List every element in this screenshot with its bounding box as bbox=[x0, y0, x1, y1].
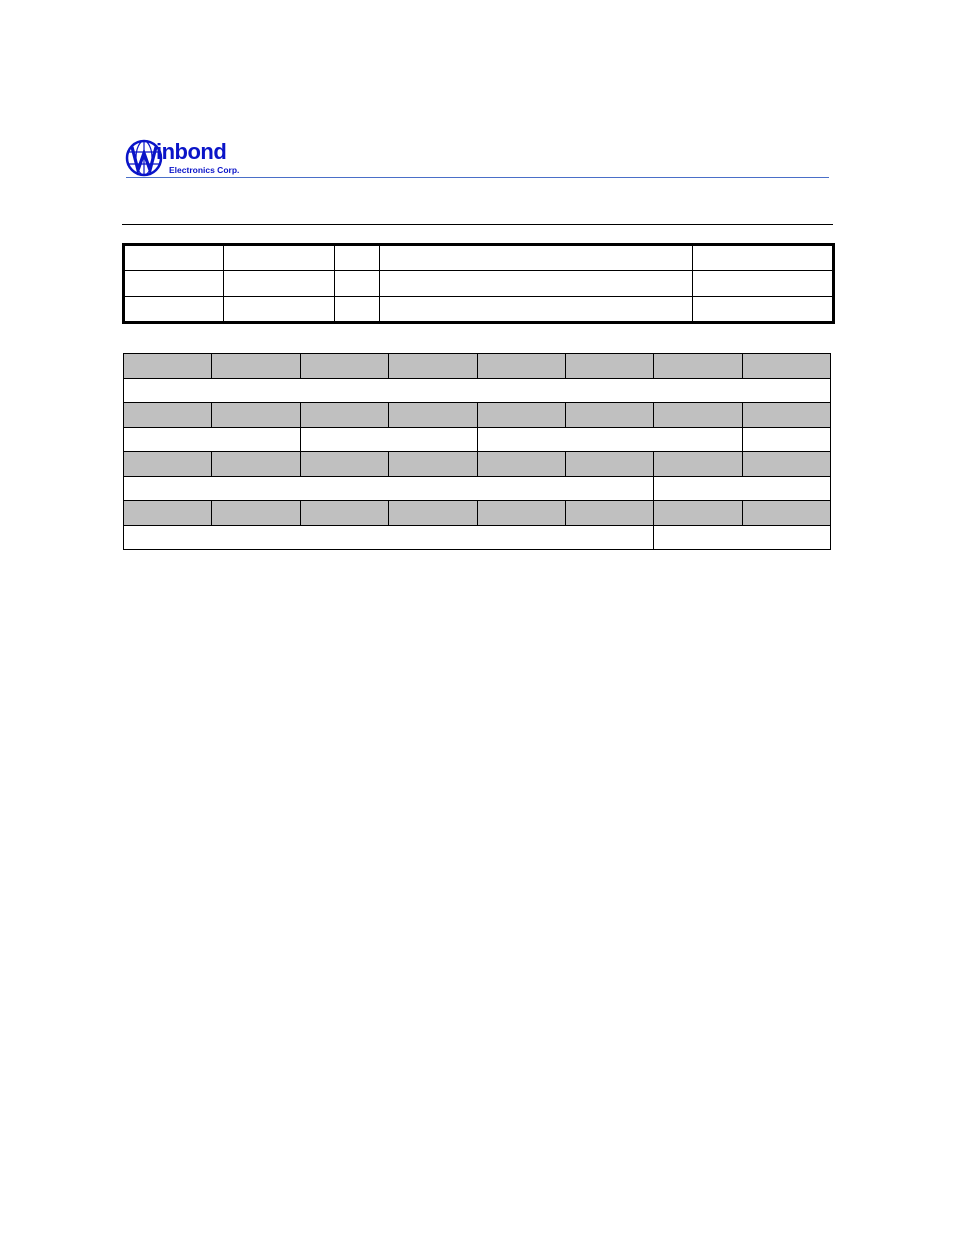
field-row bbox=[124, 525, 831, 550]
table-cell bbox=[335, 296, 380, 322]
bit-cell bbox=[565, 501, 653, 526]
table-cell bbox=[335, 245, 380, 271]
field-cell bbox=[124, 476, 654, 501]
field-cell bbox=[124, 378, 831, 403]
bit-cell bbox=[742, 403, 830, 428]
field-row bbox=[124, 378, 831, 403]
bit-cell bbox=[389, 403, 477, 428]
bit-cell bbox=[742, 354, 830, 379]
table-cell bbox=[124, 296, 224, 322]
field-row bbox=[124, 427, 831, 452]
bit-cell bbox=[212, 354, 300, 379]
bit-cell bbox=[124, 501, 212, 526]
bit-cell bbox=[654, 452, 742, 477]
field-cell bbox=[477, 427, 742, 452]
bit-header-row bbox=[124, 354, 831, 379]
field-cell bbox=[742, 427, 830, 452]
bit-header-row bbox=[124, 501, 831, 526]
bit-cell bbox=[212, 452, 300, 477]
register-bit-table bbox=[123, 353, 831, 550]
table-cell bbox=[380, 271, 693, 296]
bit-cell bbox=[477, 452, 565, 477]
bit-cell bbox=[389, 452, 477, 477]
bit-cell bbox=[565, 354, 653, 379]
register-info-table bbox=[122, 243, 835, 324]
bit-cell bbox=[654, 403, 742, 428]
table-cell bbox=[124, 271, 224, 296]
bit-cell bbox=[300, 501, 388, 526]
field-row bbox=[124, 476, 831, 501]
table-cell bbox=[693, 245, 834, 271]
section-rule bbox=[122, 224, 833, 225]
table-cell bbox=[224, 245, 335, 271]
bit-cell bbox=[212, 403, 300, 428]
bit-header-row bbox=[124, 403, 831, 428]
bit-header-row bbox=[124, 452, 831, 477]
table-row bbox=[124, 271, 834, 296]
bit-cell bbox=[300, 403, 388, 428]
bit-cell bbox=[124, 452, 212, 477]
table-cell bbox=[224, 271, 335, 296]
bit-cell bbox=[742, 501, 830, 526]
table-row bbox=[124, 245, 834, 271]
bit-cell bbox=[300, 354, 388, 379]
table-cell bbox=[693, 296, 834, 322]
field-cell bbox=[124, 427, 301, 452]
table-cell bbox=[224, 296, 335, 322]
bit-cell bbox=[389, 501, 477, 526]
table-cell bbox=[693, 271, 834, 296]
field-cell bbox=[654, 525, 831, 550]
bit-cell bbox=[300, 452, 388, 477]
field-cell bbox=[124, 525, 654, 550]
bit-cell bbox=[477, 501, 565, 526]
bit-cell bbox=[477, 354, 565, 379]
logo-subtitle: Electronics Corp. bbox=[169, 165, 240, 175]
bit-cell bbox=[477, 403, 565, 428]
bit-cell bbox=[742, 452, 830, 477]
table-cell bbox=[124, 245, 224, 271]
bit-cell bbox=[565, 403, 653, 428]
table-cell bbox=[380, 245, 693, 271]
field-cell bbox=[300, 427, 477, 452]
field-cell bbox=[654, 476, 831, 501]
bit-cell bbox=[212, 501, 300, 526]
table-cell bbox=[335, 271, 380, 296]
logo-wordmark: inbond bbox=[156, 139, 227, 164]
bit-cell bbox=[389, 354, 477, 379]
bit-cell bbox=[654, 501, 742, 526]
table-cell bbox=[380, 296, 693, 322]
bit-cell bbox=[565, 452, 653, 477]
bit-cell bbox=[124, 403, 212, 428]
header-rule bbox=[126, 177, 829, 178]
winbond-logo bbox=[124, 137, 254, 179]
bit-cell bbox=[654, 354, 742, 379]
table-row bbox=[124, 296, 834, 322]
bit-cell bbox=[124, 354, 212, 379]
